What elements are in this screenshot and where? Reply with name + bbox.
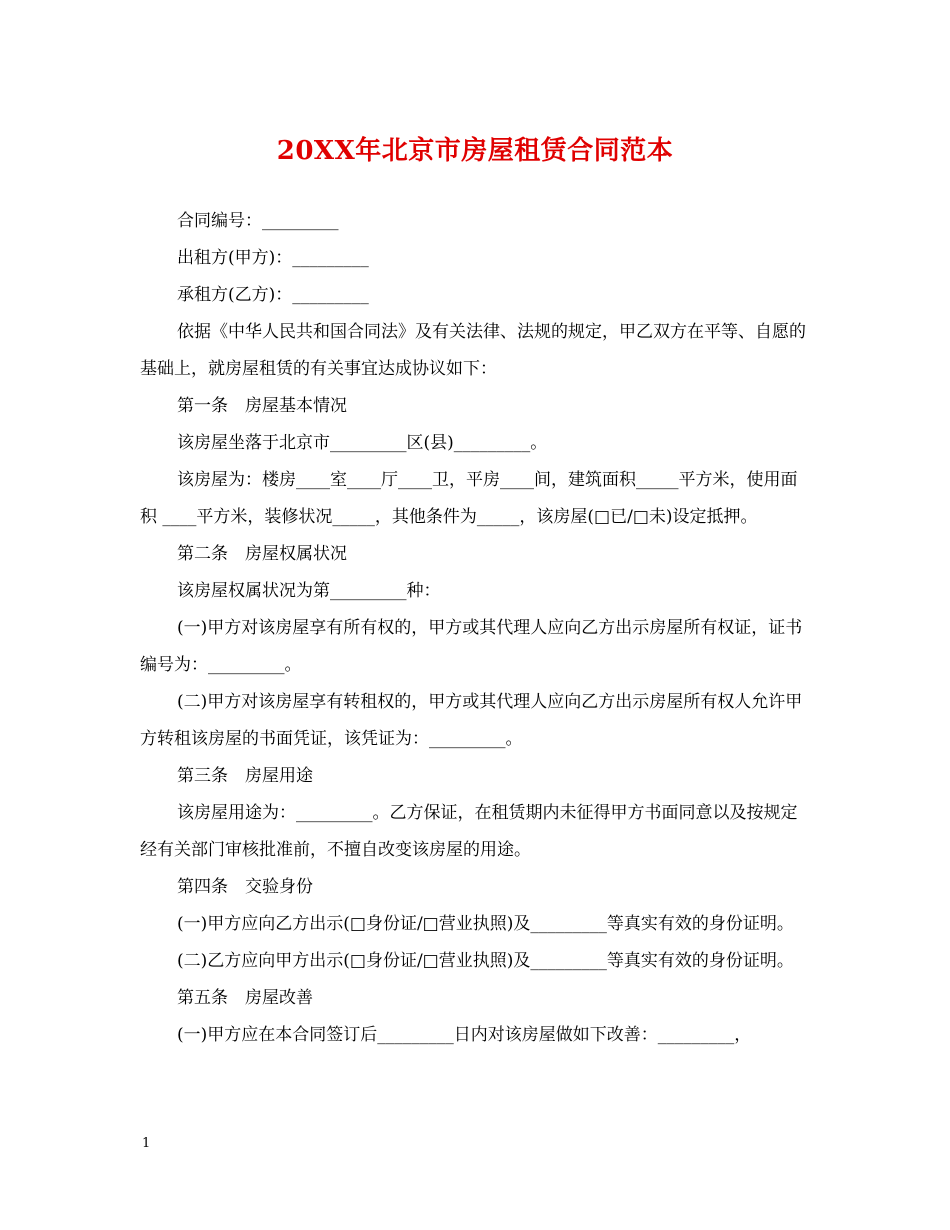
lessee-line: 承租方(乙方)：_________ (177, 285, 369, 305)
document-title: 20XX年北京市房屋租赁合同范本 (276, 136, 674, 166)
ownership-type-paragraph: 该房屋权属状况为第_________种： (177, 581, 441, 601)
article-1-heading: 第一条 房屋基本情况 (177, 396, 347, 416)
preamble-paragraph: 依据《中华人民共和国合同法》及有关法律、法规的规定，甲乙双方在平等、自愿的基础上，就房屋租赁的有关事宜达成协议如下： (140, 322, 806, 379)
house-details-paragraph: 该房屋为：楼房____室____厅____卫，平房____间，建筑面积_____平方米，使用面积 ____平方米，装修状况_____，其他条件为_____，该房屋(□已/□未)设定抵押。 (140, 470, 798, 527)
identity-clause-2: (二)乙方应向甲方出示(□身份证/□营业执照)及_________等真实有效的身份证明。 (177, 951, 794, 971)
ownership-clause-2: (二)甲方对该房屋享有转租权的，甲方或其代理人应向乙方出示房屋所有权人允许甲方转租该房屋的书面凭证，该凭证为：_________。 (140, 692, 803, 749)
contract-number-line: 合同编号：_________ (177, 211, 339, 231)
house-location-paragraph: 该房屋坐落于北京市_________区(县)_________。 (177, 433, 548, 453)
ownership-clause-1: (一)甲方对该房屋享有所有权的，甲方或其代理人应向乙方出示房屋所有权证，证书编号为：_________。 (140, 618, 803, 675)
article-3-heading: 第三条 房屋用途 (177, 766, 313, 786)
lessor-line: 出租方(甲方)：_________ (177, 248, 369, 268)
identity-clause-1: (一)甲方应向乙方出示(□身份证/□营业执照)及_________等真实有效的身份证明。 (177, 914, 794, 934)
page-number: 1 (142, 1136, 151, 1151)
document-body (140, 203, 812, 1054)
house-use-paragraph: 该房屋用途为：_________。乙方保证，在租赁期内未征得甲方书面同意以及按规定经有关部门审核批准前，不擅自改变该房屋的用途。 (140, 803, 798, 860)
article-2-heading: 第二条 房屋权属状况 (177, 544, 347, 564)
improvement-clause-1: (一)甲方应在本合同签订后_________日内对该房屋做如下改善：_________， (177, 1025, 752, 1045)
article-4-heading: 第四条 交验身份 (177, 877, 313, 897)
article-5-heading: 第五条 房屋改善 (177, 988, 313, 1008)
